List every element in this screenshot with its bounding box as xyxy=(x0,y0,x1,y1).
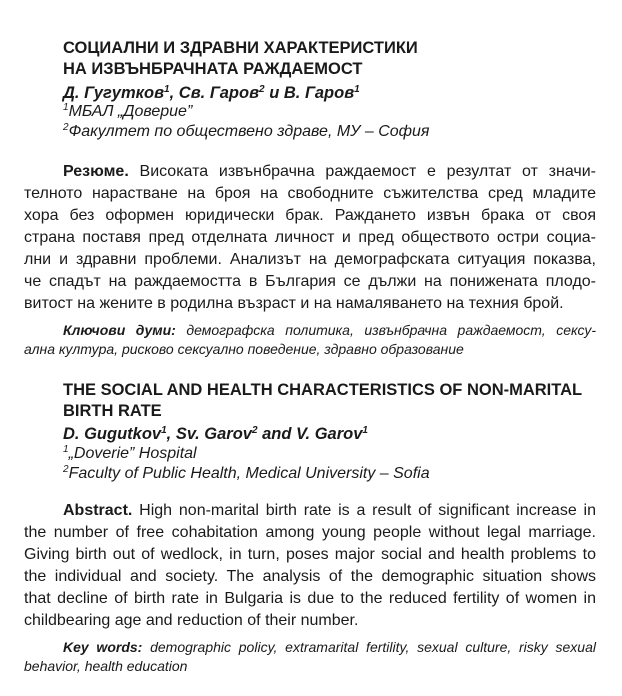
label: Key words: xyxy=(63,639,143,655)
author-separator: и xyxy=(264,84,284,102)
affiliation-text: Faculty of Public Health, Medical University – Sofia xyxy=(68,465,430,482)
label: Abstract. xyxy=(63,502,133,519)
sup: 2 xyxy=(251,425,258,436)
authors-en xyxy=(63,425,368,444)
sup: 1 xyxy=(63,444,69,455)
sup: 1 xyxy=(63,102,69,113)
author-name: D. Gugutkov xyxy=(63,425,162,443)
abstract-bg xyxy=(24,161,596,315)
text-line xyxy=(24,638,596,657)
affiliation-bg-1 xyxy=(63,103,192,121)
title-line: THE SOCIAL AND HEALTH CHARACTERISTICS OF NON-MARITAL xyxy=(63,381,583,399)
text-line: хора без оформен юридически брак. Раждането извън брака от своя xyxy=(24,207,596,224)
text: demographic policy, extramarital fertility, sexual culture, risky sexual xyxy=(142,639,596,655)
text: демографска политика, извънбрачна раждаемост, сексу- xyxy=(175,322,596,338)
text-line: that decline of birth rate in Bulgaria is due to the reduced fertility of women in xyxy=(24,590,596,607)
affiliation-text: Факултет по обществено здраве, МУ – София xyxy=(68,123,430,140)
keywords-en xyxy=(24,638,596,676)
author-separator: and xyxy=(257,425,297,443)
sup: 2 xyxy=(63,464,69,475)
author-name: Sv. Garov xyxy=(175,425,252,443)
title-en xyxy=(63,380,582,422)
text-line: витост на жените в родилна възраст и на намаляването на техния брой. xyxy=(24,295,564,312)
author-separator: , xyxy=(169,84,179,102)
text-line: the number of free cohabitation among young people without legal marriage. xyxy=(24,524,596,541)
text-line: childbearing age and reduction of their number. xyxy=(24,612,359,629)
text: Високата извънбрачна раждаемост е резултат от значи- xyxy=(128,163,596,180)
text-line xyxy=(24,321,596,340)
label: Резюме. xyxy=(63,163,129,180)
sup: 1 xyxy=(362,425,368,436)
title-bg xyxy=(63,38,418,80)
author-name: Д. Гугутков xyxy=(63,84,165,102)
text-line: страна поставя пред отделната личност и пред обществото остри социа- xyxy=(24,229,596,246)
text-line xyxy=(24,161,596,183)
sup: 1 xyxy=(161,425,167,436)
text-line: the individual and society. The analysis of the demographic situation shows xyxy=(24,568,596,585)
sup: 2 xyxy=(63,122,69,133)
text-line: behavior, health education xyxy=(24,658,188,674)
abstract-en xyxy=(24,500,596,632)
title-line: BIRTH RATE xyxy=(63,402,162,420)
author-name: В. Гаров xyxy=(283,84,355,102)
sup: 2 xyxy=(259,84,265,95)
author-name: Св. Гаров xyxy=(178,84,260,102)
title-line: НА ИЗВЪНБРАЧНАТА РАЖДАЕМОСТ xyxy=(63,60,363,78)
authors-bg xyxy=(63,84,360,103)
text-line: че спадът на раждаемостта в България се дължи на понижената плодо- xyxy=(24,273,596,290)
text-line: телното нарастване на броя на свободните съжителства сред младите xyxy=(24,185,596,202)
text-line: лни и здравни проблеми. Анализът на демографската ситуация показва, xyxy=(24,251,596,268)
affiliation-text: МБАЛ „Доверие” xyxy=(68,103,193,120)
text-line: Giving birth out of wedlock, in turn, poses major social and health problems to xyxy=(24,546,596,563)
affiliation-en-2 xyxy=(63,465,430,483)
sup: 1 xyxy=(354,84,360,95)
affiliation-text: „Doverie” Hospital xyxy=(68,445,197,462)
affiliation-en-1 xyxy=(63,445,197,463)
sup: 1 xyxy=(164,84,170,95)
label: Ключови думи: xyxy=(63,322,176,338)
text: High non-marital birth rate is a result of significant increase in xyxy=(132,502,596,519)
text-line xyxy=(24,500,596,522)
affiliation-bg-2 xyxy=(63,123,429,141)
author-name: V. Garov xyxy=(296,425,363,443)
title-line: СОЦИАЛНИ И ЗДРАВНИ ХАРАКТЕРИСТИКИ xyxy=(63,39,418,57)
text-line: ална култура, рисково сексуално поведение, здравно образование xyxy=(24,341,464,357)
author-separator: , xyxy=(166,425,176,443)
keywords-bg xyxy=(24,321,596,359)
